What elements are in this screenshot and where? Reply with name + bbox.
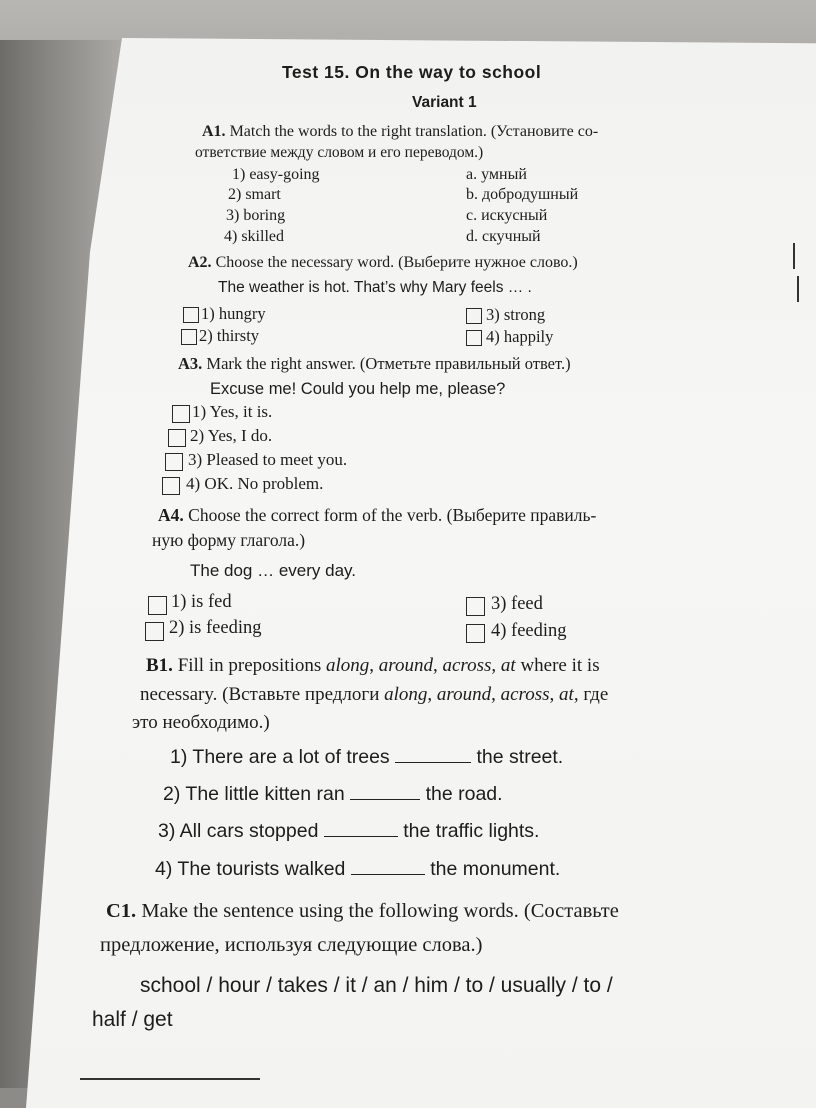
- a4-instruction-line2: ную форму глагола.): [152, 530, 306, 550]
- c1-instruction-line1: C1. Make the sentence using the following words. (Составьте: [106, 900, 619, 922]
- a2-sentence: The weather is hot. That’s why Mary feels … .: [218, 279, 532, 296]
- b1-item-1: 1) There are a lot of trees the street.: [170, 746, 564, 768]
- c1-words-line1: school / hour / takes / it / an / him / to / usually / to /: [140, 974, 613, 997]
- b1-item-3: 3) All cars stopped the traffic lights.: [158, 820, 540, 842]
- a3-option-2-checkbox[interactable]: [168, 429, 186, 447]
- b1-instruction-line1: B1. Fill in prepositions along, around, across, at where it is: [146, 655, 600, 676]
- a1-instruction-line1: A1. Match the words to the right translation. (Установите со-: [202, 123, 599, 140]
- a1-number: A1.: [202, 123, 226, 140]
- a4-option-3-checkbox[interactable]: [466, 597, 485, 616]
- a4-option-1-checkbox[interactable]: [148, 596, 167, 615]
- c1-instruction-line2: предложение, используя следующие слова.): [100, 934, 483, 956]
- a3-option-1-checkbox[interactable]: [172, 405, 190, 423]
- b1-instruction-line2: necessary. (Вставьте предлоги along, around, across, at, где: [140, 684, 609, 705]
- a4-option-3: 3) feed: [491, 594, 543, 614]
- a1-translation-c: c. искусный: [466, 207, 548, 224]
- a4-sentence: The dog … every day.: [190, 561, 356, 580]
- a1-translation-b: b. добродушный: [466, 186, 579, 203]
- a3-option-3-checkbox[interactable]: [165, 453, 183, 471]
- a3-option-3: 3) Pleased to meet you.: [188, 450, 348, 469]
- a3-option-4: 4) OK. No problem.: [186, 474, 324, 493]
- a3-option-1: 1) Yes, it is.: [192, 402, 273, 421]
- a3-option-4-checkbox[interactable]: [162, 477, 180, 495]
- a3-instruction: A3. Mark the right answer. (Отметьте правильный ответ.): [178, 354, 571, 373]
- a2-option-2: 2) thirsty: [199, 326, 260, 345]
- a2-option-3-checkbox[interactable]: [466, 308, 482, 324]
- a4-option-2: 2) is feeding: [169, 618, 262, 638]
- a1-instruction-line2: ответствие между словом и его переводом.): [195, 144, 484, 161]
- a4-number: A4.: [158, 505, 184, 525]
- c1-number: C1.: [106, 900, 137, 922]
- b1-blank-4[interactable]: [351, 873, 425, 875]
- page-mark-2: [797, 276, 799, 302]
- a2-instruction: A2. Choose the necessary word. (Выберите нужное слово.): [188, 254, 578, 271]
- a3-sentence: Excuse me! Could you help me, please?: [210, 380, 506, 398]
- a2-option-2-checkbox[interactable]: [181, 329, 197, 345]
- a1-word-3: 3) boring: [226, 207, 286, 224]
- b1-blank-2[interactable]: [350, 798, 420, 800]
- a4-option-4: 4) feeding: [491, 621, 567, 641]
- a4-instruction-line1: A4. Choose the correct form of the verb. (Выберите правиль-: [158, 505, 597, 525]
- b1-blank-1[interactable]: [395, 761, 471, 763]
- b1-item-2: 2) The little kitten ran the road.: [163, 783, 503, 805]
- page-mark-1: [793, 243, 795, 269]
- b1-item-4: 4) The tourists walked the monument.: [155, 858, 561, 880]
- c1-answer-line[interactable]: [80, 1078, 260, 1080]
- a3-option-2: 2) Yes, I do.: [190, 426, 273, 445]
- a2-number: A2.: [188, 254, 212, 271]
- a1-word-2: 2) smart: [228, 186, 281, 203]
- a2-option-4-checkbox[interactable]: [466, 330, 482, 346]
- a1-word-1: 1) easy-going: [232, 166, 320, 183]
- a2-option-1: 1) hungry: [201, 304, 266, 323]
- b1-number: B1.: [146, 655, 173, 676]
- a2-option-3: 3) strong: [486, 305, 546, 324]
- b1-blank-3[interactable]: [324, 835, 398, 837]
- page-title: Test 15. On the way to school: [282, 62, 542, 82]
- a3-number: A3.: [178, 354, 203, 373]
- a2-option-4: 4) happily: [486, 327, 554, 346]
- variant-label: Variant 1: [412, 94, 477, 111]
- b1-instruction-line3: это необходимо.): [132, 712, 270, 733]
- a1-word-4: 4) skilled: [224, 228, 284, 245]
- a1-translation-d: d. скучный: [466, 228, 541, 245]
- a4-option-4-checkbox[interactable]: [466, 624, 485, 643]
- a4-option-1: 1) is fed: [171, 592, 232, 612]
- a2-option-1-checkbox[interactable]: [183, 307, 199, 323]
- a4-option-2-checkbox[interactable]: [145, 622, 164, 641]
- c1-words-line2: half / get: [92, 1008, 173, 1031]
- a1-translation-a: a. умный: [466, 166, 527, 183]
